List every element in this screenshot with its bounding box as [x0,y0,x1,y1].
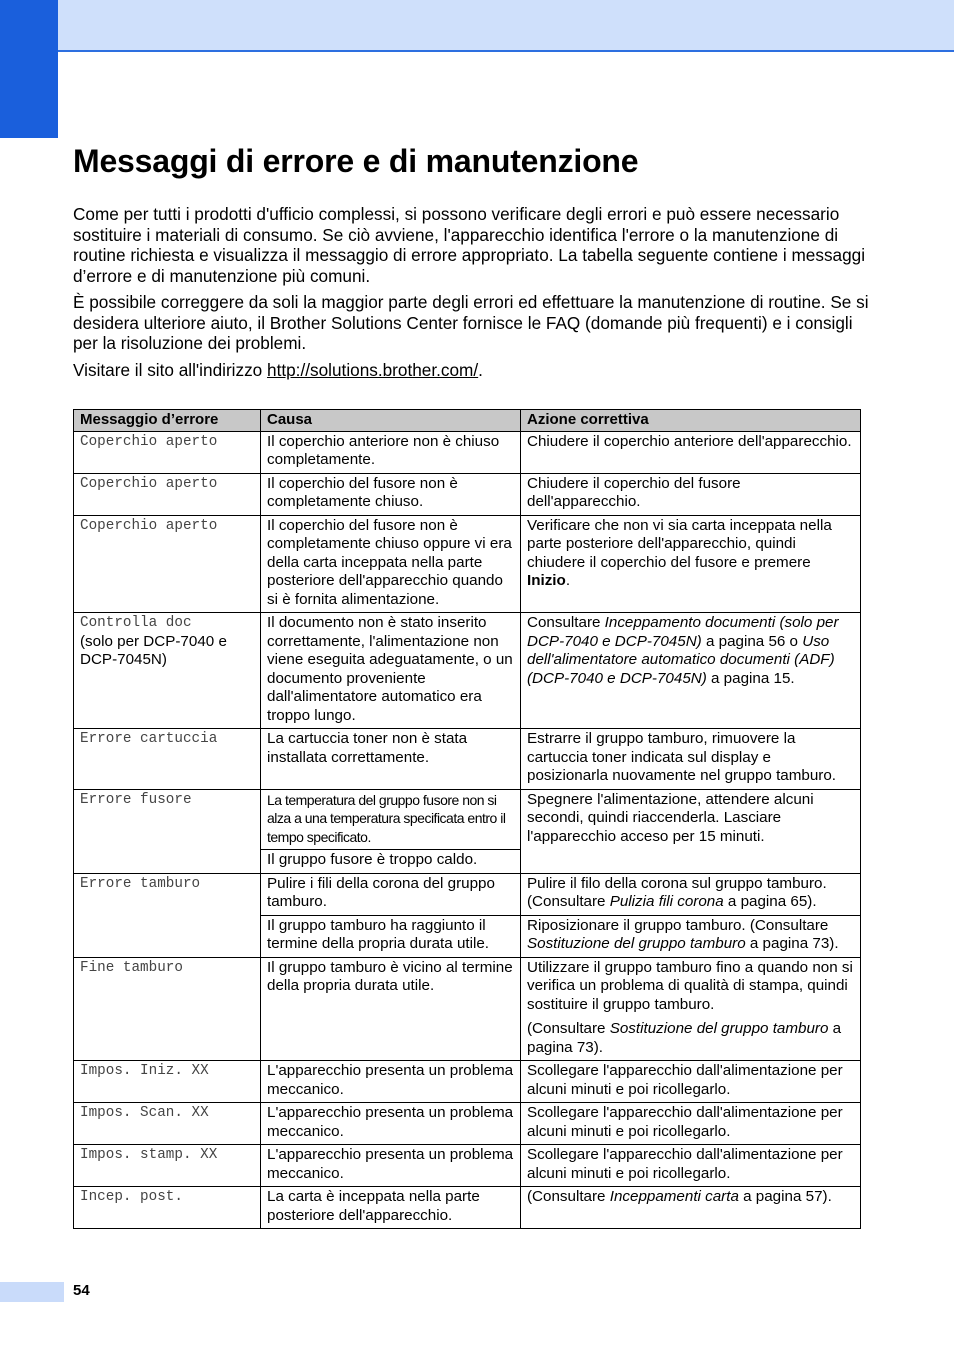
error-message: Coperchio aperto [74,473,261,515]
action-text-end: a pagina 73). [745,935,839,952]
action-cell: Chiudere il coperchio anteriore dell'apparecchio. [521,431,861,473]
action-paragraph [527,1020,854,1057]
cause-cell: Il gruppo tamburo è vicino al termine della propria durata utile. [261,957,521,1061]
error-message: Impos. stamp. XX [74,1145,261,1187]
action-text: (Consultare [527,1020,610,1037]
cause-cell: Il coperchio del fusore non è completamente chiuso. [261,473,521,515]
cause-cell: Il coperchio anteriore non è chiuso completamente. [261,431,521,473]
header-azione: Azione correttiva [521,410,861,432]
table-row [74,515,861,613]
cause-cell: L'apparecchio presenta un problema meccanico. [261,1145,521,1187]
cause-cell: La carta è inceppata nella parte posteriore dell'apparecchio. [261,1187,521,1229]
solutions-link[interactable]: http://solutions.brother.com/ [267,360,479,380]
action-cell: Estrarre il gruppo tamburo, rimuovere la cartuccia toner indicata sul display e posizionarla nuovamente nel gruppo tamburo. [521,729,861,790]
action-text-end: a pagina 73). [527,1020,842,1056]
cause-cell: La cartuccia toner non è stata installata correttamente. [261,729,521,790]
top-header-band [0,0,954,52]
intro-paragraph-3 [73,360,873,381]
action-text-end: . [565,572,571,589]
action-text: Riposizionare il gruppo tamburo. (Consultare [527,916,829,934]
error-messages-table [73,409,861,1229]
table-row [74,431,861,473]
intro-paragraph-2: È possibile correggere da soli la maggior parte degli errori ed effettuare la manutenzione di routine. Se si desidera ulteriore aiuto, il Brother Solutions Center fornisce le FAQ (domande più frequenti) e i consigli per la risoluzione dei problemi. [73,292,869,353]
cause-cell: Il gruppo fusore è troppo caldo. [261,850,521,874]
action-cell [521,957,861,1061]
model-note: (solo per DCP-7040 e DCP-7045N) [80,632,227,668]
action-cell: Scollegare l'apparecchio dall'alimentazione per alcuni minuti e poi ricollegarlo. [521,1145,861,1187]
page-title: Messaggi di errore e di manutenzione [73,143,639,179]
cause-cell: Pulire i fili della corona del gruppo tamburo. [261,873,521,915]
table-row [74,729,861,790]
table-row [74,873,861,915]
error-message-cell [74,613,261,729]
action-cell [521,613,861,729]
action-text-mid: a pagina 56 o [701,632,803,650]
cause-cell: L'apparecchio presenta un problema meccanico. [261,1103,521,1145]
inizio-key-label: Inizio [527,572,566,589]
footer-band [0,1282,64,1302]
table-row [74,1061,861,1103]
reference-title: Inceppamenti carta [609,1188,739,1205]
action-text: Consultare [527,614,605,631]
table-row [74,1103,861,1145]
action-text: Pulire il filo della corona sul gruppo tamburo. (Consultare [527,874,827,910]
error-message: Fine tamburo [74,957,261,1061]
reference-title: Inceppamento documenti (solo per DCP-7040 e DCP-7045N) [527,614,839,650]
header-messaggio: Messaggio d’errore [74,410,261,432]
cause-cell: Il documento non è stato inserito correttamente, l'alimentazione non viene eseguita adeguatamente, o un documento proveniente dall'alimentatore automatico era troppo lungo. [261,613,521,729]
error-message: Impos. Scan. XX [74,1103,261,1145]
reference-title: Pulizia fili corona [609,893,724,910]
header-causa: Causa [261,410,521,432]
action-cell [521,873,861,915]
page-number: 54 [73,1282,90,1299]
action-text: (Consultare [527,1188,610,1205]
table-row [74,789,861,850]
cause-cell: Il gruppo tamburo ha raggiunto il termine della propria durata utile. [261,915,521,957]
table-row [74,957,861,1061]
action-cell [521,915,861,957]
visit-suffix: . [478,360,483,380]
action-cell: Chiudere il coperchio del fusore dell'apparecchio. [521,473,861,515]
error-message: Impos. Iniz. XX [74,1061,261,1103]
intro-paragraph-1: Come per tutti i prodotti d'ufficio complessi, si possono verificare degli errori e può essere necessario sostituire i materiali di consumo. Se ciò avviene, l'apparecchio identifica l'errore o la manutenzione di routine richiesta e visualizza il messaggio di errore appropriato. La tabella seguente contiene i messaggi d’errore e di manutenzione più comuni. [73,204,866,286]
chapter-tab [0,0,58,138]
table-row [74,613,861,729]
cause-cell: La temperatura del gruppo fusore non si alza a una temperatura specificata entro il tempo specificato. [261,789,521,850]
action-text: Verificare che non vi sia carta inceppata nella parte posteriore dell'apparecchio, quindi chiudere il coperchio del fusore e premere [527,516,832,571]
visit-text: Visitare il sito all'indirizzo [73,360,268,380]
table-row [74,1187,861,1229]
action-cell [521,1187,861,1229]
action-text-end: a pagina 65). [723,893,817,910]
error-message: Errore cartuccia [74,729,261,790]
action-cell: Scollegare l'apparecchio dall'alimentazione per alcuni minuti e poi ricollegarlo. [521,1103,861,1145]
cause-cell: L'apparecchio presenta un problema meccanico. [261,1061,521,1103]
reference-title: Sostituzione del gruppo tamburo [527,935,746,952]
action-text-end: a pagina 57). [738,1188,832,1205]
cause-cell: Il coperchio del fusore non è completamente chiuso oppure vi era della carta inceppata nella parte posteriore dell'apparecchio quando si è fornita alimentazione. [261,515,521,613]
action-cell: Scollegare l'apparecchio dall'alimentazione per alcuni minuti e poi ricollegarlo. [521,1061,861,1103]
error-message: Controlla doc [80,615,192,631]
table-row [74,1145,861,1187]
error-message: Errore fusore [74,789,261,873]
reference-title: Sostituzione del gruppo tamburo [609,1020,829,1037]
table-row [74,473,861,515]
error-message: Coperchio aperto [74,515,261,613]
reference-title: Uso dell'alimentatore automatico documenti (ADF) (DCP-7040 e DCP-7045N) [527,632,835,687]
table-header-row [74,410,861,432]
error-message: Errore tamburo [74,873,261,957]
action-text-end: a pagina 15. [706,669,795,687]
error-message: Coperchio aperto [74,431,261,473]
action-cell [521,515,861,613]
error-message: Incep. post. [74,1187,261,1229]
action-cell: Spegnere l'alimentazione, attendere alcuni secondi, quindi riaccenderla. Lasciare l'apparecchio acceso per 15 minuti. [521,789,861,873]
action-paragraph: Utilizzare il gruppo tamburo fino a quando non si verifica un problema di qualità di stampa, quindi sostituire il gruppo tamburo. [527,958,853,1013]
